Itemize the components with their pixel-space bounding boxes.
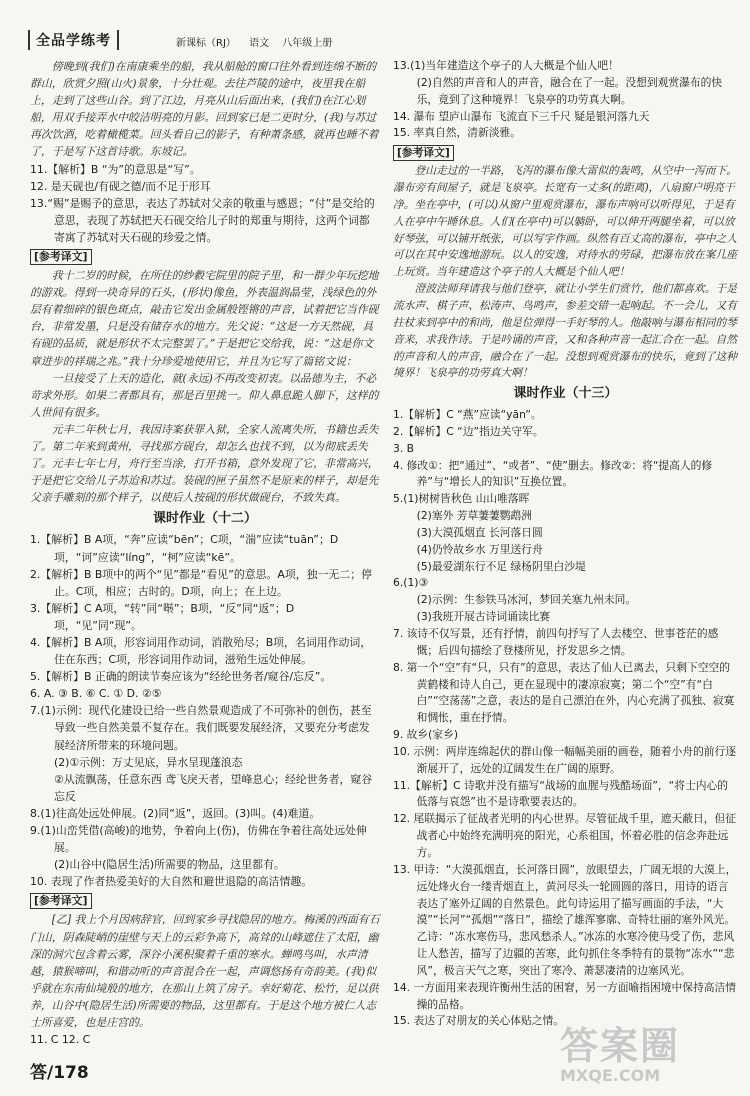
answer-item: 12. 尾联揭示了征战者光明的内心世界。尽管征战千里，遮天蔽日，但征战者心中始终充满明亮的阳光，心系祖国，怀着必胜的信念奔赴远方。	[393, 812, 737, 859]
answer-item: 13.“赐”是赐予的意思，表达了苏轼对父亲的敬重与感恩；“付”是交给的意思，表现了苏轼把天石砚交给儿子时的郑重与期待，这两个词都寄寓了苏轼对天石砚的珍爱之情。	[30, 196, 375, 244]
answer-item: 9.(1)山峦凭借(高峻)的地势，争着向上(伤)，仿佛在争着往高处远处伸展。	[30, 824, 367, 855]
book-meta	[176, 34, 342, 49]
answer-subitem: 乙诗：“冻水寒伤马，悲风愁杀人。”冰冻的水寒冷使马受了伤，悲风让人愁苦，描写了边疆的苦寒，此句抓住冬季特有的景物“冻水”“悲风”，极言天气之寒，突出了寒冷、萧瑟凄清的边塞风光。	[416, 930, 735, 977]
answer-item: 14. 一方面用来表现许衡州生活的困窘，另一方面喻指困境中保持高洁情操的品格。	[393, 980, 737, 1011]
answer-subitem: (3)我班开展古诗词诵读比赛	[416, 610, 551, 624]
answer-item: 3. B	[393, 441, 415, 455]
translation-paragraph: 傍晚到(我们)在南康乘坐的船，我从船舱的窗口往外看到连绵不断的群山，欣赏夕照(山火)景象，十分壮观。去往芦陵的途中，夜里我在船上，走到了这些山谷。到了江边，月亮从山后面出来，(我们)在江心划船，用双手接弄水中皎洁明亮的月影。回到家已是二更时分，(我)与苏过再次饮酒，吃着橄榄菜。回头看自己的影子，有种萧条感，就再也睡不着了，于是写下这首诗歌。东坡记。	[30, 60, 379, 159]
answer-subitem: (2)塞外 芳草萋萋鹦鹉洲	[416, 509, 533, 523]
left-column	[30, 58, 380, 1048]
answer-item: 8.(1)往高处远处伸展。(2)同“返”，返回。(3)叫。(4)难道。	[30, 806, 321, 820]
edition-label: 新课标（RJ）	[176, 38, 236, 49]
translation-paragraph: 澄波法师拜请我与他们登亭，就让小学生们赏竹，他们都喜欢。于是流水声、棋子声、松涛声、鸟鸣声，参差交错一起响起。不一会儿，又有拄杖来到亭中的和尚，他是位弹得一手好琴的人。他敲响与瀑布相同的琴音来，求我作诗。于是吟诵的声音，又和各种声音一起汇合在一起。自然的声音和人的声音，融合在了一起。没想到观赏瀑布的快乐，竟到了这种境界！飞泉亭的功劳真大啊！	[393, 282, 738, 380]
page-header	[28, 28, 728, 54]
answer-item: 6. A. ③ B. ⑥ C. ① D. ②⑤	[30, 687, 162, 701]
answer-item: 11.【解析】C 诗歌并没有描写“战场的血腥与残酷场面”，“将士内心的低落与哀怨”也不是诗歌要表达的。	[393, 778, 728, 809]
answer-item: 15. 表达了对朋友的关心体贴之情。	[393, 1014, 565, 1028]
reference-translation-tag: [参考译文]	[393, 145, 454, 161]
answer-item: 5.【解析】B 正确的朗读节奏应该为“经纶世务者/窥谷/忘反”。	[30, 670, 332, 684]
answer-item: 10. 表现了作者热爱美好的大自然和避世退隐的高洁情趣。	[30, 875, 313, 889]
reference-translation-tag: [参考译文]	[30, 249, 92, 265]
brand-logo: 全品学练考	[28, 30, 119, 50]
answer-item: 15. 率真自然，清新淡雅。	[393, 126, 522, 140]
answer-item: 5.(1)树树皆秋色 山山唯落晖	[393, 492, 530, 506]
answer-item: 3.【解析】C A项，“转”同“啭”；B项，“反”同“返”；D项，“见”同“现”。	[30, 601, 295, 632]
answer-item: 1.【解析】B A项，“奔”应读“bēn”；C项，“湍”应读“tuān”；D项，“诃”应读“líng”，“柯”应读“kē”。	[30, 533, 339, 564]
answer-item: 2.【解析】B B项中的两个“见”都是“看见”的意思。A项，独一无二；停止。C项，相应；古时的。D项，向上；在上边。	[30, 567, 372, 598]
answer-item: 11. C 12. C	[30, 1033, 91, 1047]
answer-item: 1.【解析】C “燕”应读“yān”。	[393, 408, 542, 422]
reference-translation-tag: [参考译文]	[30, 893, 92, 909]
answer-item: 7.(1)示例：现代化建设已给一些自然景观造成了不可弥补的创伤，甚至导致一些自然美景不复存在。我们既要发展经济，又要充分考虑发展经济所带来的环境问题。	[30, 704, 372, 752]
answer-item: 10. 示例：两岸连绵起伏的群山像一幅幅美丽的画卷，随着小舟的前行逐渐展开了，远处的辽阔发生在广阔的原野。	[393, 744, 737, 775]
translation-paragraph: [乙] 我上个月因病辞官，回到家乡寻找隐居的地方。梅溪的西面有石门山，阴森陡峭的崖壁与天上的云彩争高下，高耸的山峰遮住了太阳，幽深的洞穴包含着云雾，深谷小溪积聚着千重的寒水。蝉鸣鸟叫，水声清越，猿猴啼叫，和谐动听的声音混合在一起，声调悠扬有奇韵美。(我)似乎就在东南仙境般的地方，在那山上筑了房子。幸好菊花、松竹，足以供养，山谷中(隐居生活)所需要的物品，这里都有。于是这个地方被仁人志士所喜爱，也是庄宫的。	[30, 913, 380, 1029]
page-number: 答/178	[30, 1063, 89, 1083]
answer-subitem: (2)山谷中(隐居生活)所需要的物品，这里都有。	[53, 858, 285, 872]
right-column	[393, 58, 738, 1030]
answer-item: 7. 该诗不仅写景，还有抒情，前四句抒写了人去楼空、世事苍茫的感慨；后四句描绘了登楼所见，抒发思乡之情。	[393, 627, 719, 657]
answer-subitem: (4)仍怜故乡水 万里送行舟	[416, 542, 543, 556]
answer-subitem: (3)大漠孤烟直 长河落日圆	[416, 525, 543, 539]
section-title: 课时作业（十三）	[513, 386, 618, 402]
answer-item: 8. 第一个“空”有“只，只有”的意思，表达了仙人已离去，只剩下空空的黄鹤楼和诗人自己，更在显现中的凄凉寂寞；第二个“空”有“白白”“空荡荡”之意，表达的是自己漂泊在外，内心充满了孤独、寂寞和惆怅，重在抒情。	[393, 660, 735, 725]
answer-item: 6.(1)③	[393, 576, 429, 590]
watermark-text: 答案圈	[560, 1024, 681, 1068]
watermark-url: MXQE.COM	[560, 1066, 661, 1085]
answer-subitem: (2)①示例：万丈见底，异水呈现蓬浪态	[53, 755, 243, 769]
answer-item: 12. 是天砚也/有砚之德/而不足于形耳	[30, 179, 211, 193]
translation-paragraph: 元丰二年秋七月，我因诗案获罪入狱，全家人流离失所，书籍也丢失了。第二年来到黄州，寻找那方砚台，却怎么也找不到，以为彻底丢失了。元丰七年七月，舟行至当涂，打开书箱，意外发现了它，非常高兴，于是把它交给儿子苏迨和苏过。装砚的匣子虽然不是原来的样子，却是先父亲手雕刻的那个样子，以使后人按砚的形状做砚台，不致失真。	[30, 422, 379, 505]
translation-paragraph: 我十二岁的时候，在所住的纱縠宅院里的院子里，和一群少年玩挖地的游戏。得到一块奇异的石头，(形状)像鱼，外表温润晶莹，浅绿色的外层有着细碎的银色斑点，敲击它发出金属般铿锵的声音，试着把它当作砚台，非常发墨，只是没有储存水的地方。先父说：“这是一方天然砚，具有砚的品质，就是形状不太完整罢了。”于是把它交给我，说：“这是你文章进步的祥瑞之兆。”我十分珍爱地使用它，并且为它写了篇铭文说：	[30, 269, 379, 368]
answer-item: 14. 瀑布 望庐山瀑布 飞流直下三千尺 疑是银河落九天	[393, 109, 650, 123]
answer-item: 9. 故乡(家乡)	[393, 728, 459, 742]
grade-label: 八年级上册	[282, 38, 333, 49]
answer-item: 13. 甲诗：“大漠孤烟直，长河落日圆”，放眼望去，广阔无垠的大漠上，远处烽火台一缕青烟直上，黄河尽头一轮圆圆的落日，用诗的语言表达了塞外辽阔的自然景色。此句诗运用了描写画面的手法，“大漠”“长河”“孤烟”“落日”，描绘了雄浑寥廓、奇特壮丽的塞外风光。	[393, 862, 737, 927]
answer-subitem: (5)最爱湖东行不足 绿杨阴里白沙堤	[416, 559, 586, 573]
answer-subitem: (2)自然的声音和人的声音，融合在了一起。没想到观赏瀑布的快乐，竟到了这种境界！飞泉亭的功劳真大啊。	[416, 75, 723, 106]
answer-item: 13.(1)当年建造这个亭子的人大概是个仙人吧！	[393, 59, 619, 72]
translation-paragraph: 登山走过的一半路，飞泻的瀑布像大雷似的轰鸣，从空中一泻而下。瀑布旁有间屋子，就是飞泉亭。长宽有一丈多(的距离)，八扇窗户明亮干净。坐在亭中，(可以)从窗户里观赏瀑布，瀑布声响可以听得见，于是有人在亭中午睡休息。人们(在亭中)可以躺卧，可以伸开两腿坐着，可以放好琴弦，可以铺开纸张，可以写字作画。纵然有百丈高的瀑布，亭中之人可以在其中安逸地游玩。以人的安逸，对待水的劳碌，把瀑布放在案几座上玩赏。当年建造这个亭子的人大概是个仙人吧！	[393, 164, 738, 279]
section-title: 课时作业（十二）	[152, 511, 257, 527]
subject-label: 语文	[249, 38, 270, 49]
answer-item: 4.【解析】B A项，形容词用作动词，消散殆尽；B项，名词用作动词，住在东西；C项，形容词用作动词，滋殆生远处伸展。	[30, 636, 372, 667]
translation-paragraph: 一旦接受了上天的造化，就(永远)不再改变初衷。以品德为主，不必苛求外形。如果二者都具有，那是百里挑一。仰人鼻息跪人脚下，这样的人世间有很多。	[30, 371, 379, 419]
answer-subitem: ②从流飘荡，任意东西 鸢飞戾天者，望峰息心；经纶世务者，窥谷忘反	[53, 772, 373, 803]
answer-item: 2.【解析】C “边”指边关守军。	[393, 424, 544, 438]
answer-subitem: (2)示例：生参铁马冰河，梦回关塞九州未同。	[416, 593, 637, 607]
answer-item: 4. 修改①：把“通过”、“或者”、“使”删去。修改②：将“提高人的修养”与“增长人的知识”互换位置。	[393, 458, 713, 489]
answer-item: 11.【解析】B “为”的意思是“写”。	[30, 162, 201, 176]
watermark-logo	[560, 1015, 740, 1085]
